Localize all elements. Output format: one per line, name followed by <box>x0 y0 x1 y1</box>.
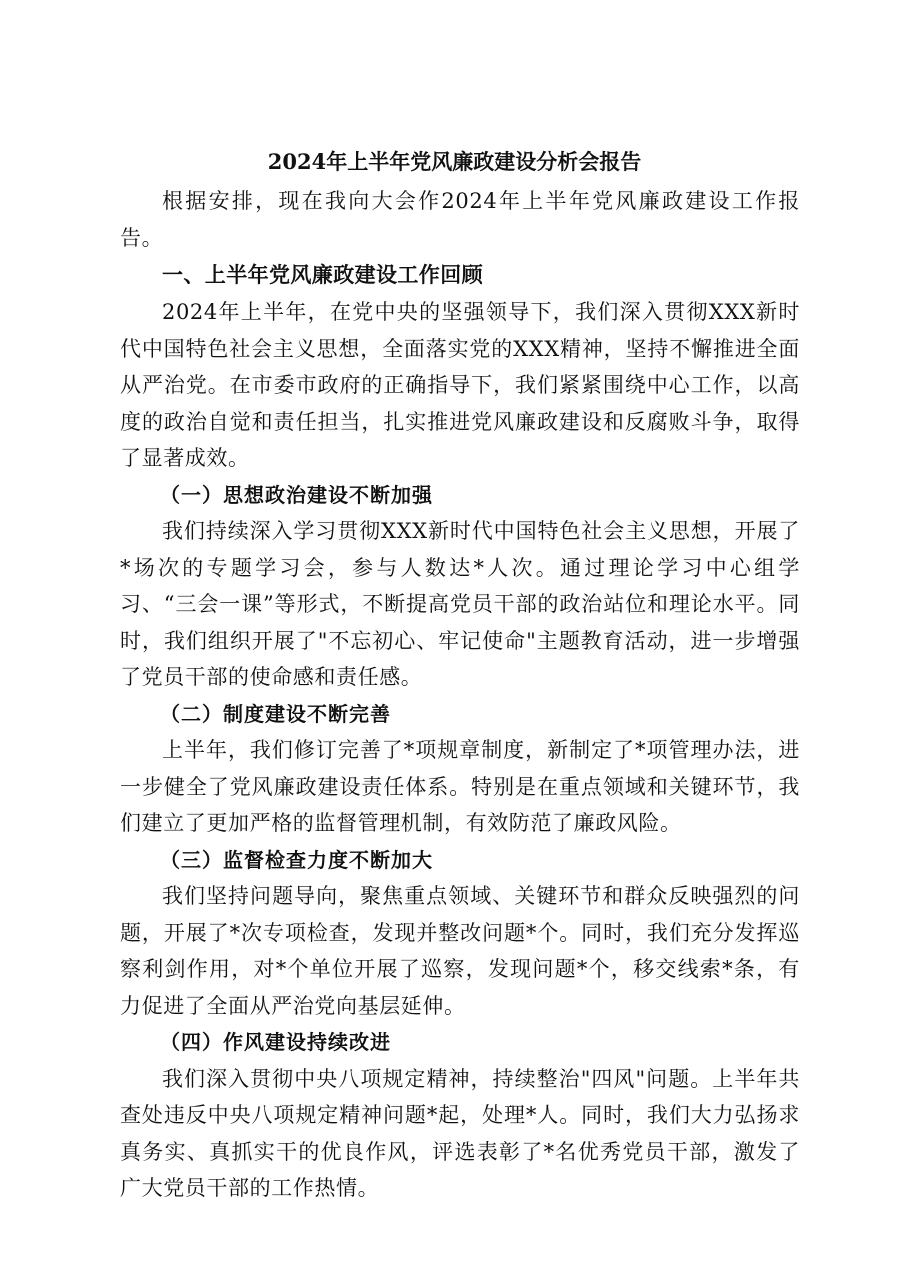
section-heading-review: 一、上半年党风廉政建设工作回顾 <box>162 263 483 287</box>
intro-paragraph: 根据安排，现在我向大会作2024年上半年党风廉政建设工作报告。 <box>120 189 800 250</box>
subsection-ideology-paragraph: 我们持续深入学习贯彻XXX新时代中国特色社会主义思想，开展了*场次的专题学习会，参与人数达*人次。通过理论学习中心组学习、“三会一课”等形式，不断提高党员干部的政治站位和理论水平。同时，我们组织开展了"不忘初心、牢记使命"主题教育活动，进一步增强了党员干部的使命感和责任感。 <box>120 519 800 689</box>
subsection-heading-institution: （二）制度建设不断完善 <box>160 701 391 726</box>
subsection-institution-paragraph: 上半年，我们修订完善了*项规章制度，新制定了*项管理办法，进一步健全了党风廉政建设责任体系。特别是在重点领域和关键环节，我们建立了更加严格的监督管理机制，有效防范了廉政风险。 <box>120 738 800 835</box>
subsection-conduct-paragraph: 我们深入贯彻中央八项规定精神，持续整治"四风"问题。上半年共查处违反中央八项规定精神问题*起，处理*人。同时，我们大力弘扬求真务实、真抓实干的优良作风，评选表彰了*名优秀党员干部，激发了广大党员干部的工作热情。 <box>120 1066 800 1200</box>
subsection-supervision-paragraph: 我们坚持问题导向，聚焦重点领域、关键环节和群众反映强烈的问题，开展了*次专项检查，发现并整改问题*个。同时，我们充分发挥巡察利剑作用，对*个单位开展了巡察，发现问题*个，移交线索*条，有力促进了全面从严治党向基层延伸。 <box>120 884 800 1018</box>
document-title: 2024年上半年党风廉政建设分析会报告 <box>267 149 642 174</box>
subsection-heading-supervision: （三）监督检查力度不断加大 <box>160 847 433 872</box>
subsection-heading-conduct: （四）作风建设持续改进 <box>160 1030 391 1054</box>
document-body <box>120 183 800 1207</box>
subsection-heading-ideology: （一）思想政治建设不断加强 <box>160 482 433 507</box>
section-review-paragraph: 2024年上半年，在党中央的坚强领导下，我们深入贯彻XXX新时代中国特色社会主义思想，全面落实党的XXX精神，坚持不懈推进全面从严治党。在市委市政府的正确指导下，我们紧紧围绕中心工作，以高度的政治自觉和责任担当，扎实推进党风廉政建设和反腐败斗争，取得了显著成效。 <box>120 300 800 470</box>
